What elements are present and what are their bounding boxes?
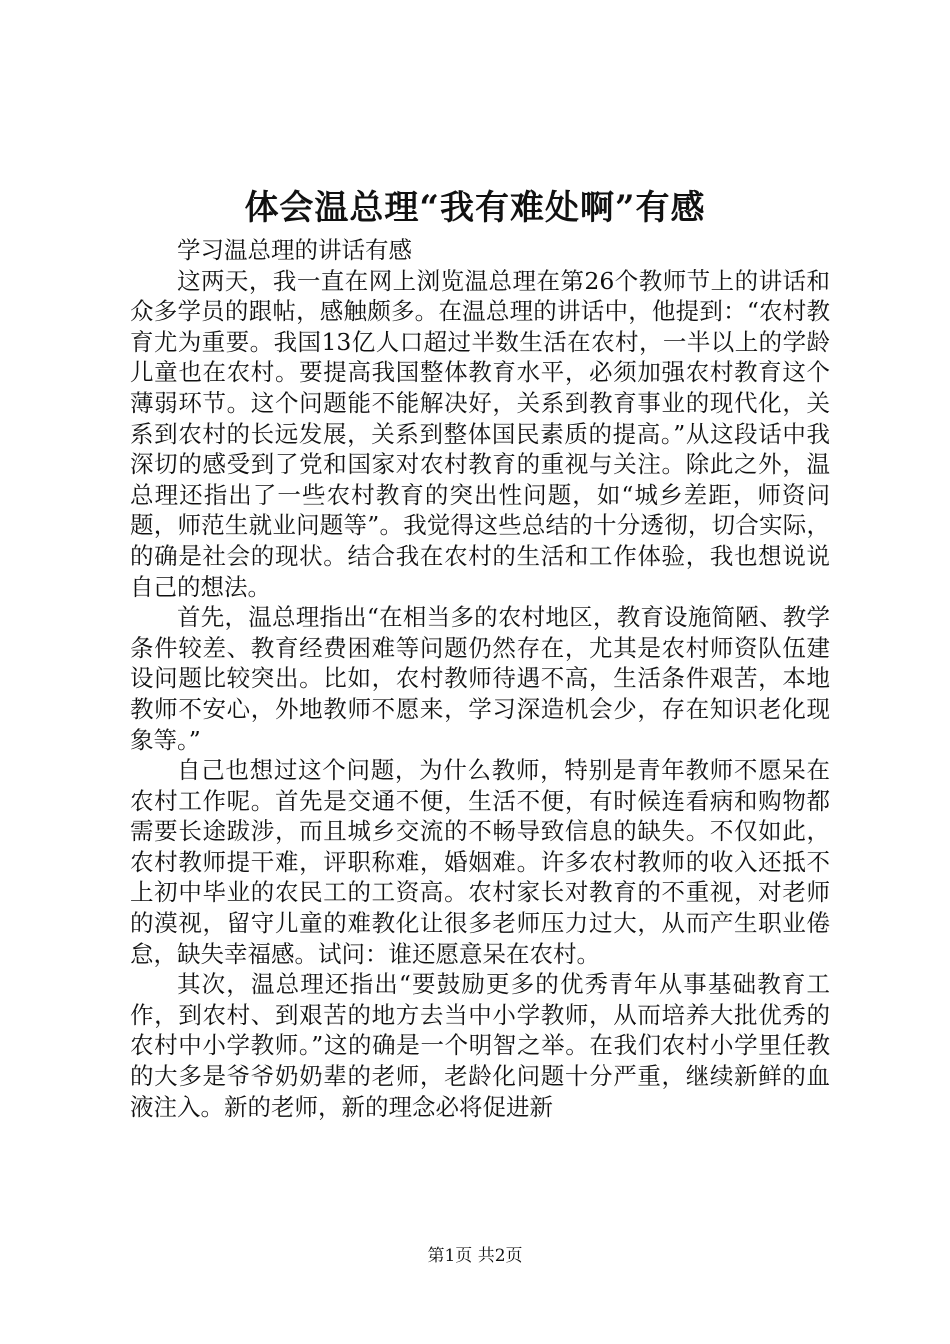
document-title: 体会温总理“我有难处啊”有感 [244,188,706,228]
document-body [130,235,830,1122]
page-footer: 第1页 共2页 [427,1246,523,1266]
paragraph-1: 这两天，我一直在网上浏览温总理在第26个教师节上的讲话和众多学员的跟帖，感触颇多。在温总理的讲话中，他提到：“农村教育尤为重要。我国13亿人口超过半数生活在农村，一半以上的学龄儿童也在农村。要提高我国整体教育水平，必须加强农村教育这个薄弱环节。这个问题能不能解决好，关系到教育事业的现代化，关系到农村的长远发展，关系到整体国民素质的提高。”从这段话中我深切的感受到了党和国家对农村教育的重视与关注。除此之外，温总理还指出了一些农村教育的突出性问题，如“城乡差距，师资问题，师范生就业问题等”。我觉得这些总结的十分透彻，切合实际，的确是社会的现状。结合我在农村的生活和工作体验，我也想说说自己的想法。 [130,266,830,601]
subtitle-paragraph: 学习温总理的讲话有感 [177,236,412,264]
paragraph-4: 其次，温总理还指出“要鼓励更多的优秀青年从事基础教育工作，到农村、到艰苦的地方去当中小学教师，从而培养大批优秀的农村中小学教师。”这的确是一个明智之举。在我们农村小学里任教的大多是爷爷奶奶辈的老师，老龄化问题十分严重，继续新鲜的血液注入。新的老师，新的理念必将促进新 [130,970,830,1121]
paragraph-2: 首先，温总理指出“在相当多的农村地区，教育设施简陋、教学条件较差、教育经费困难等问题仍然存在，尤其是农村师资队伍建设问题比较突出。比如，农村教师待遇不高，生活条件艰苦，本地教师不安心，外地教师不愿来，学习深造机会少，存在知识老化现象等。” [130,603,830,754]
paragraph-3: 自己也想过这个问题，为什么教师，特别是青年教师不愿呆在农村工作呢。首先是交通不便，生活不便，有时候连看病和购物都需要长途跋涉，而且城乡交流的不畅导致信息的缺失。不仅如此，农村教师提干难，评职称难，婚姻难。许多农村教师的收入还抵不上初中毕业的农民工的工资高。农村家长对教育的不重视，对老师的漠视，留守儿童的难教化让很多老师压力过大，从而产生职业倦怠，缺失幸福感。试问：谁还愿意呆在农村。 [130,756,830,968]
